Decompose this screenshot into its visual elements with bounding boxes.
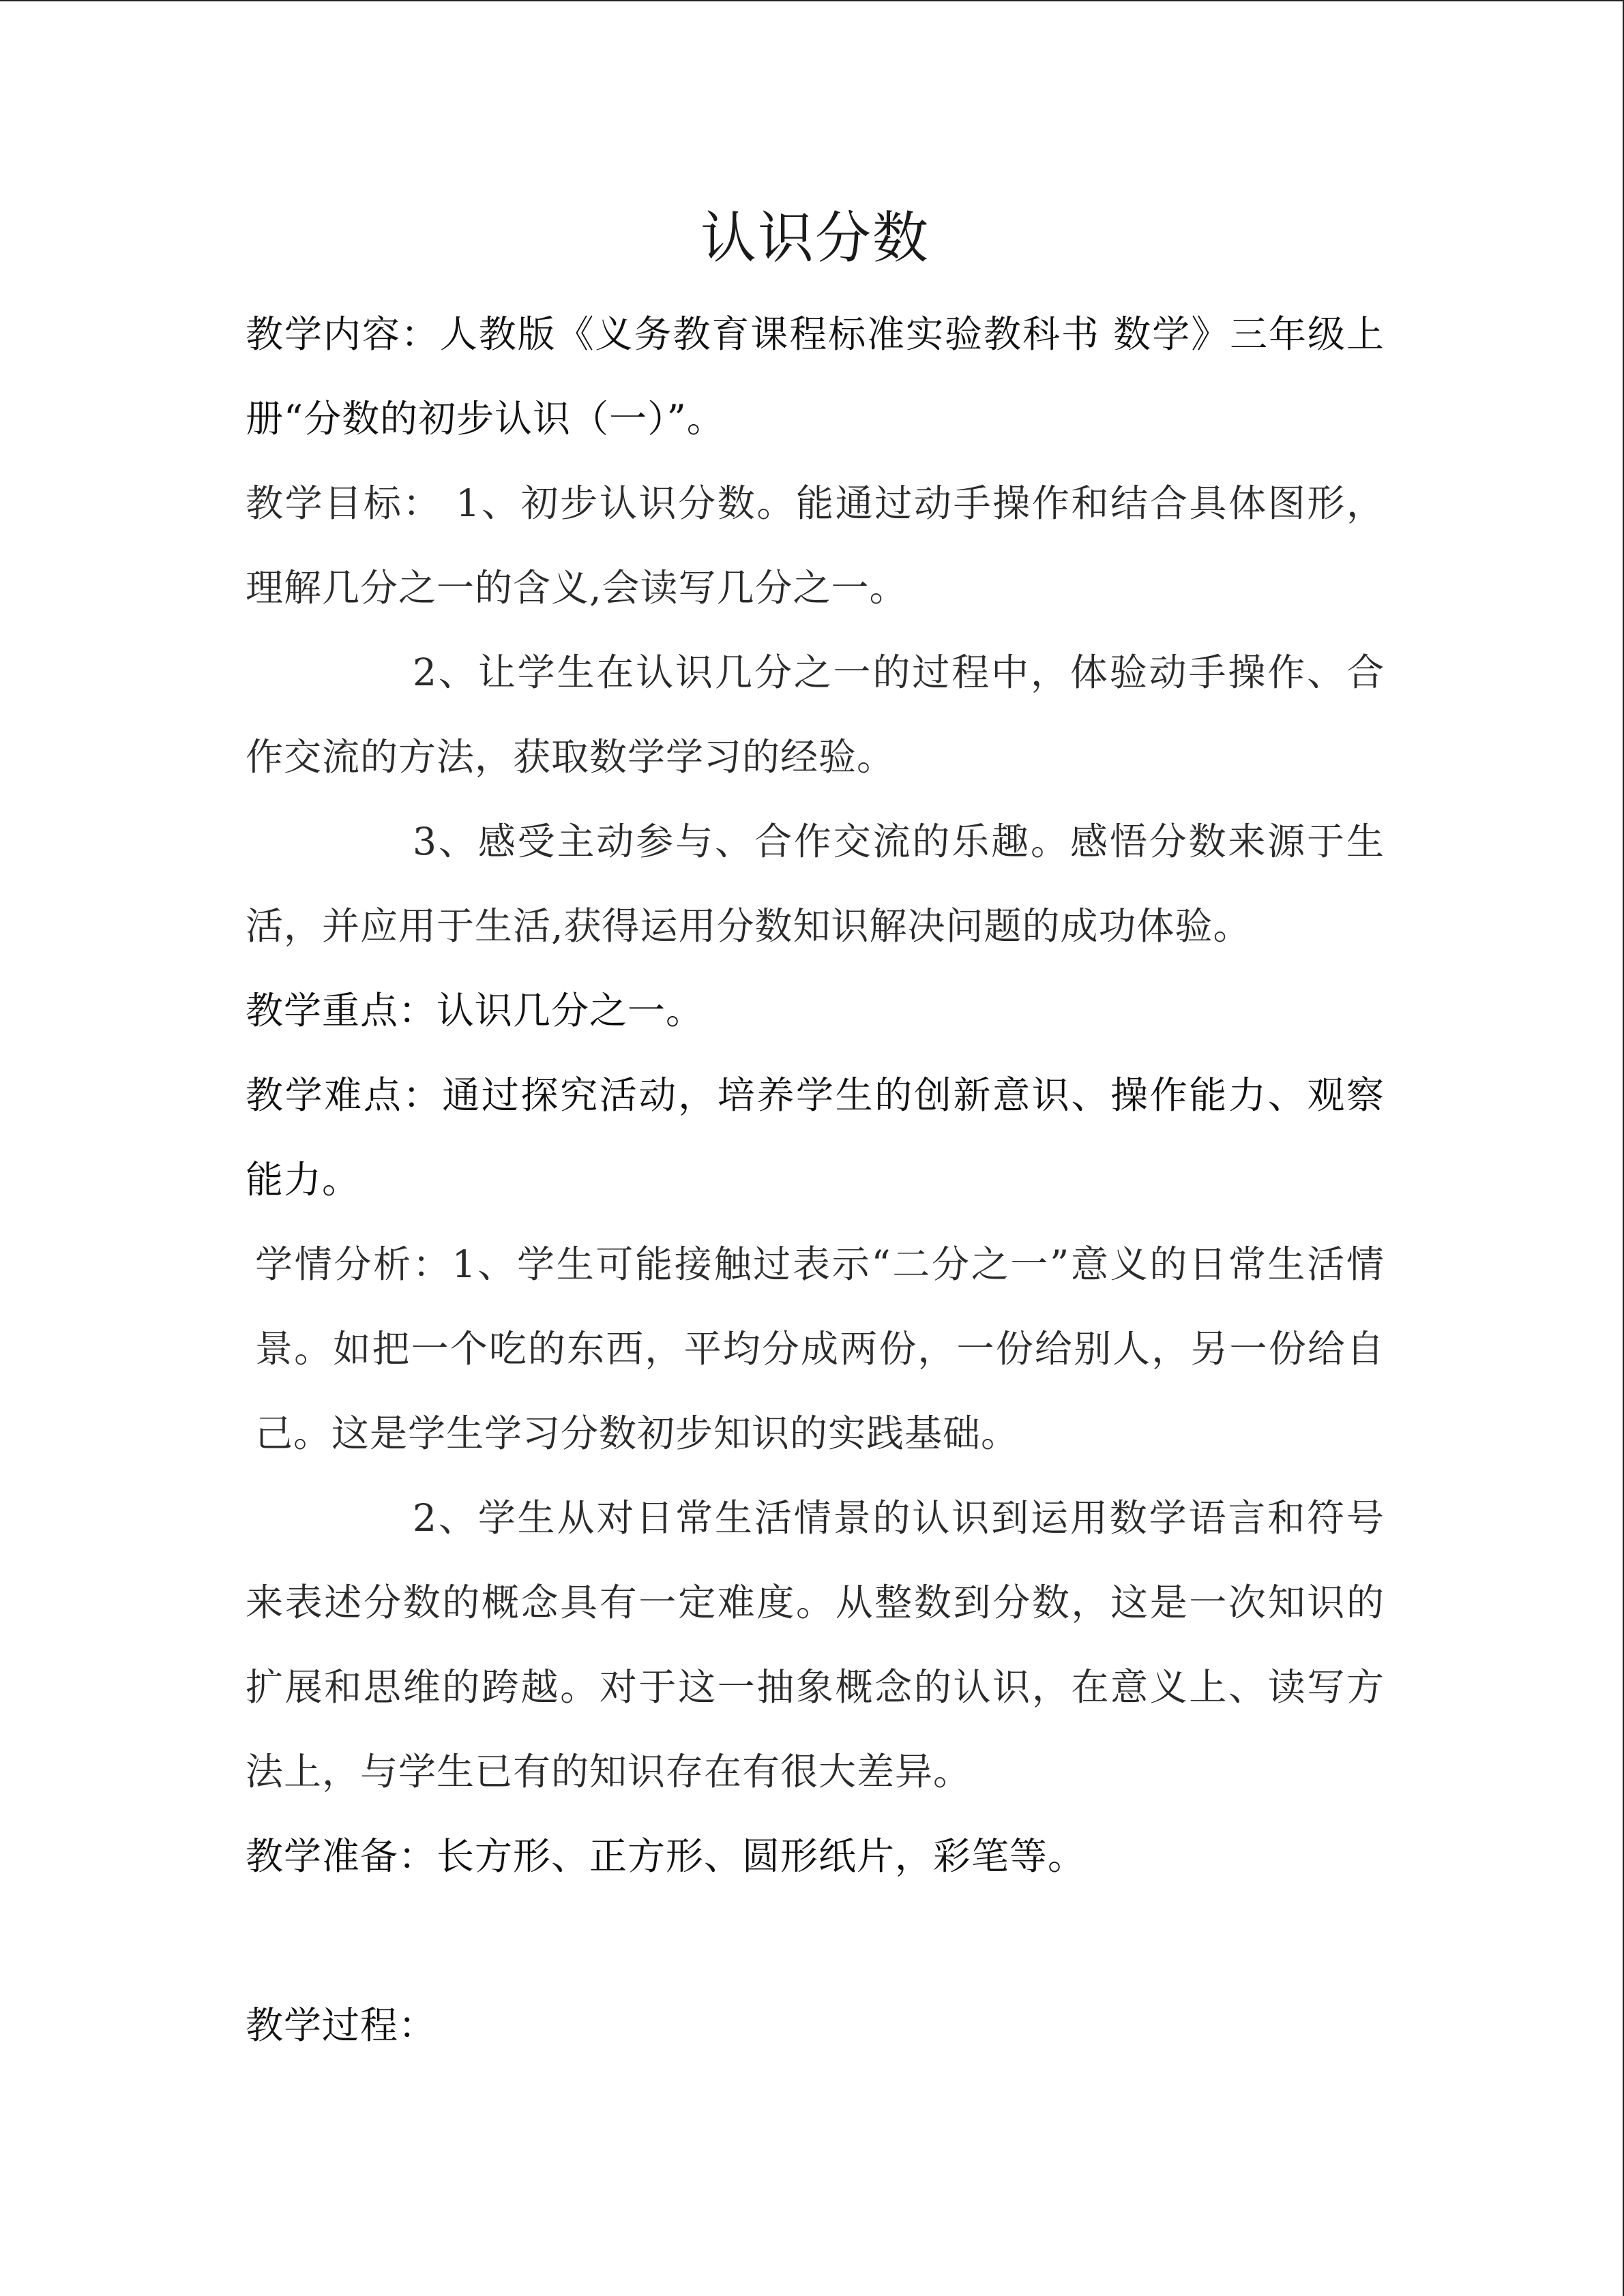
student-analysis-label: 学情分析： xyxy=(255,1242,452,1286)
teaching-goals xyxy=(246,461,1385,630)
difficulties-text: 通过探究活动，培养学生的创新意识、操作能力、观察能力。 xyxy=(246,1073,1385,1202)
teaching-goals-label: 教学目标： xyxy=(246,481,443,525)
preparation-label: 教学准备： xyxy=(246,1834,437,1878)
key-points xyxy=(246,968,1385,1053)
student-analysis-1: 1、学生可能接触过表示“二分之一”意义的日常生活情景。如把一个吃的东西，平均分成两份，一份给别人，另一份给自己。这是学生学习分数初步知识的实践基础。 xyxy=(255,1242,1385,1455)
teaching-goal-2: 2、让学生在认识几分之一的过程中，体验动手操作、合作交流的方法，获取数学学习的经验。 xyxy=(246,651,1385,779)
teaching-content xyxy=(246,292,1385,461)
difficulties xyxy=(246,1053,1385,1222)
teaching-content-label: 教学内容： xyxy=(246,312,440,356)
preparation xyxy=(246,1814,1385,1898)
teaching-content-text: 人教版《义务教育课程标准实验教科书 数学》三年级上册“分数的初步认识（一）”。 xyxy=(246,312,1385,441)
document-title: 认识分数 xyxy=(700,206,930,271)
spacer xyxy=(246,1898,1385,1983)
teaching-process-heading: 教学过程： xyxy=(246,2003,437,2047)
teaching-goal-1: 1、初步认识分数。能通过动手操作和结合具体图形，理解几分之一的含义,会读写几分之一。 xyxy=(246,481,1385,610)
student-analysis xyxy=(246,1222,1385,1476)
key-points-label: 教学重点： xyxy=(246,989,437,1032)
key-points-text: 认识几分之一。 xyxy=(437,989,705,1032)
student-analysis-2: 2、学生从对日常生活情景的认识到运用数学语言和符号来表述分数的概念具有一定难度。从整数到分数，这是一次知识的扩展和思维的跨越。对于这一抽象概念的认识，在意义上、读写方法上，与学生已有的知识存在有很大差异。 xyxy=(246,1496,1385,1793)
teaching-goal-3: 3、感受主动参与、合作交流的乐趣。感悟分数来源于生活，并应用于生活,获得运用分数知识解决问题的成功体验。 xyxy=(246,820,1385,948)
document-body xyxy=(246,198,1385,2068)
difficulties-label: 教学难点： xyxy=(246,1073,443,1117)
preparation-text: 长方形、正方形、圆形纸片，彩笔等。 xyxy=(437,1834,1087,1878)
